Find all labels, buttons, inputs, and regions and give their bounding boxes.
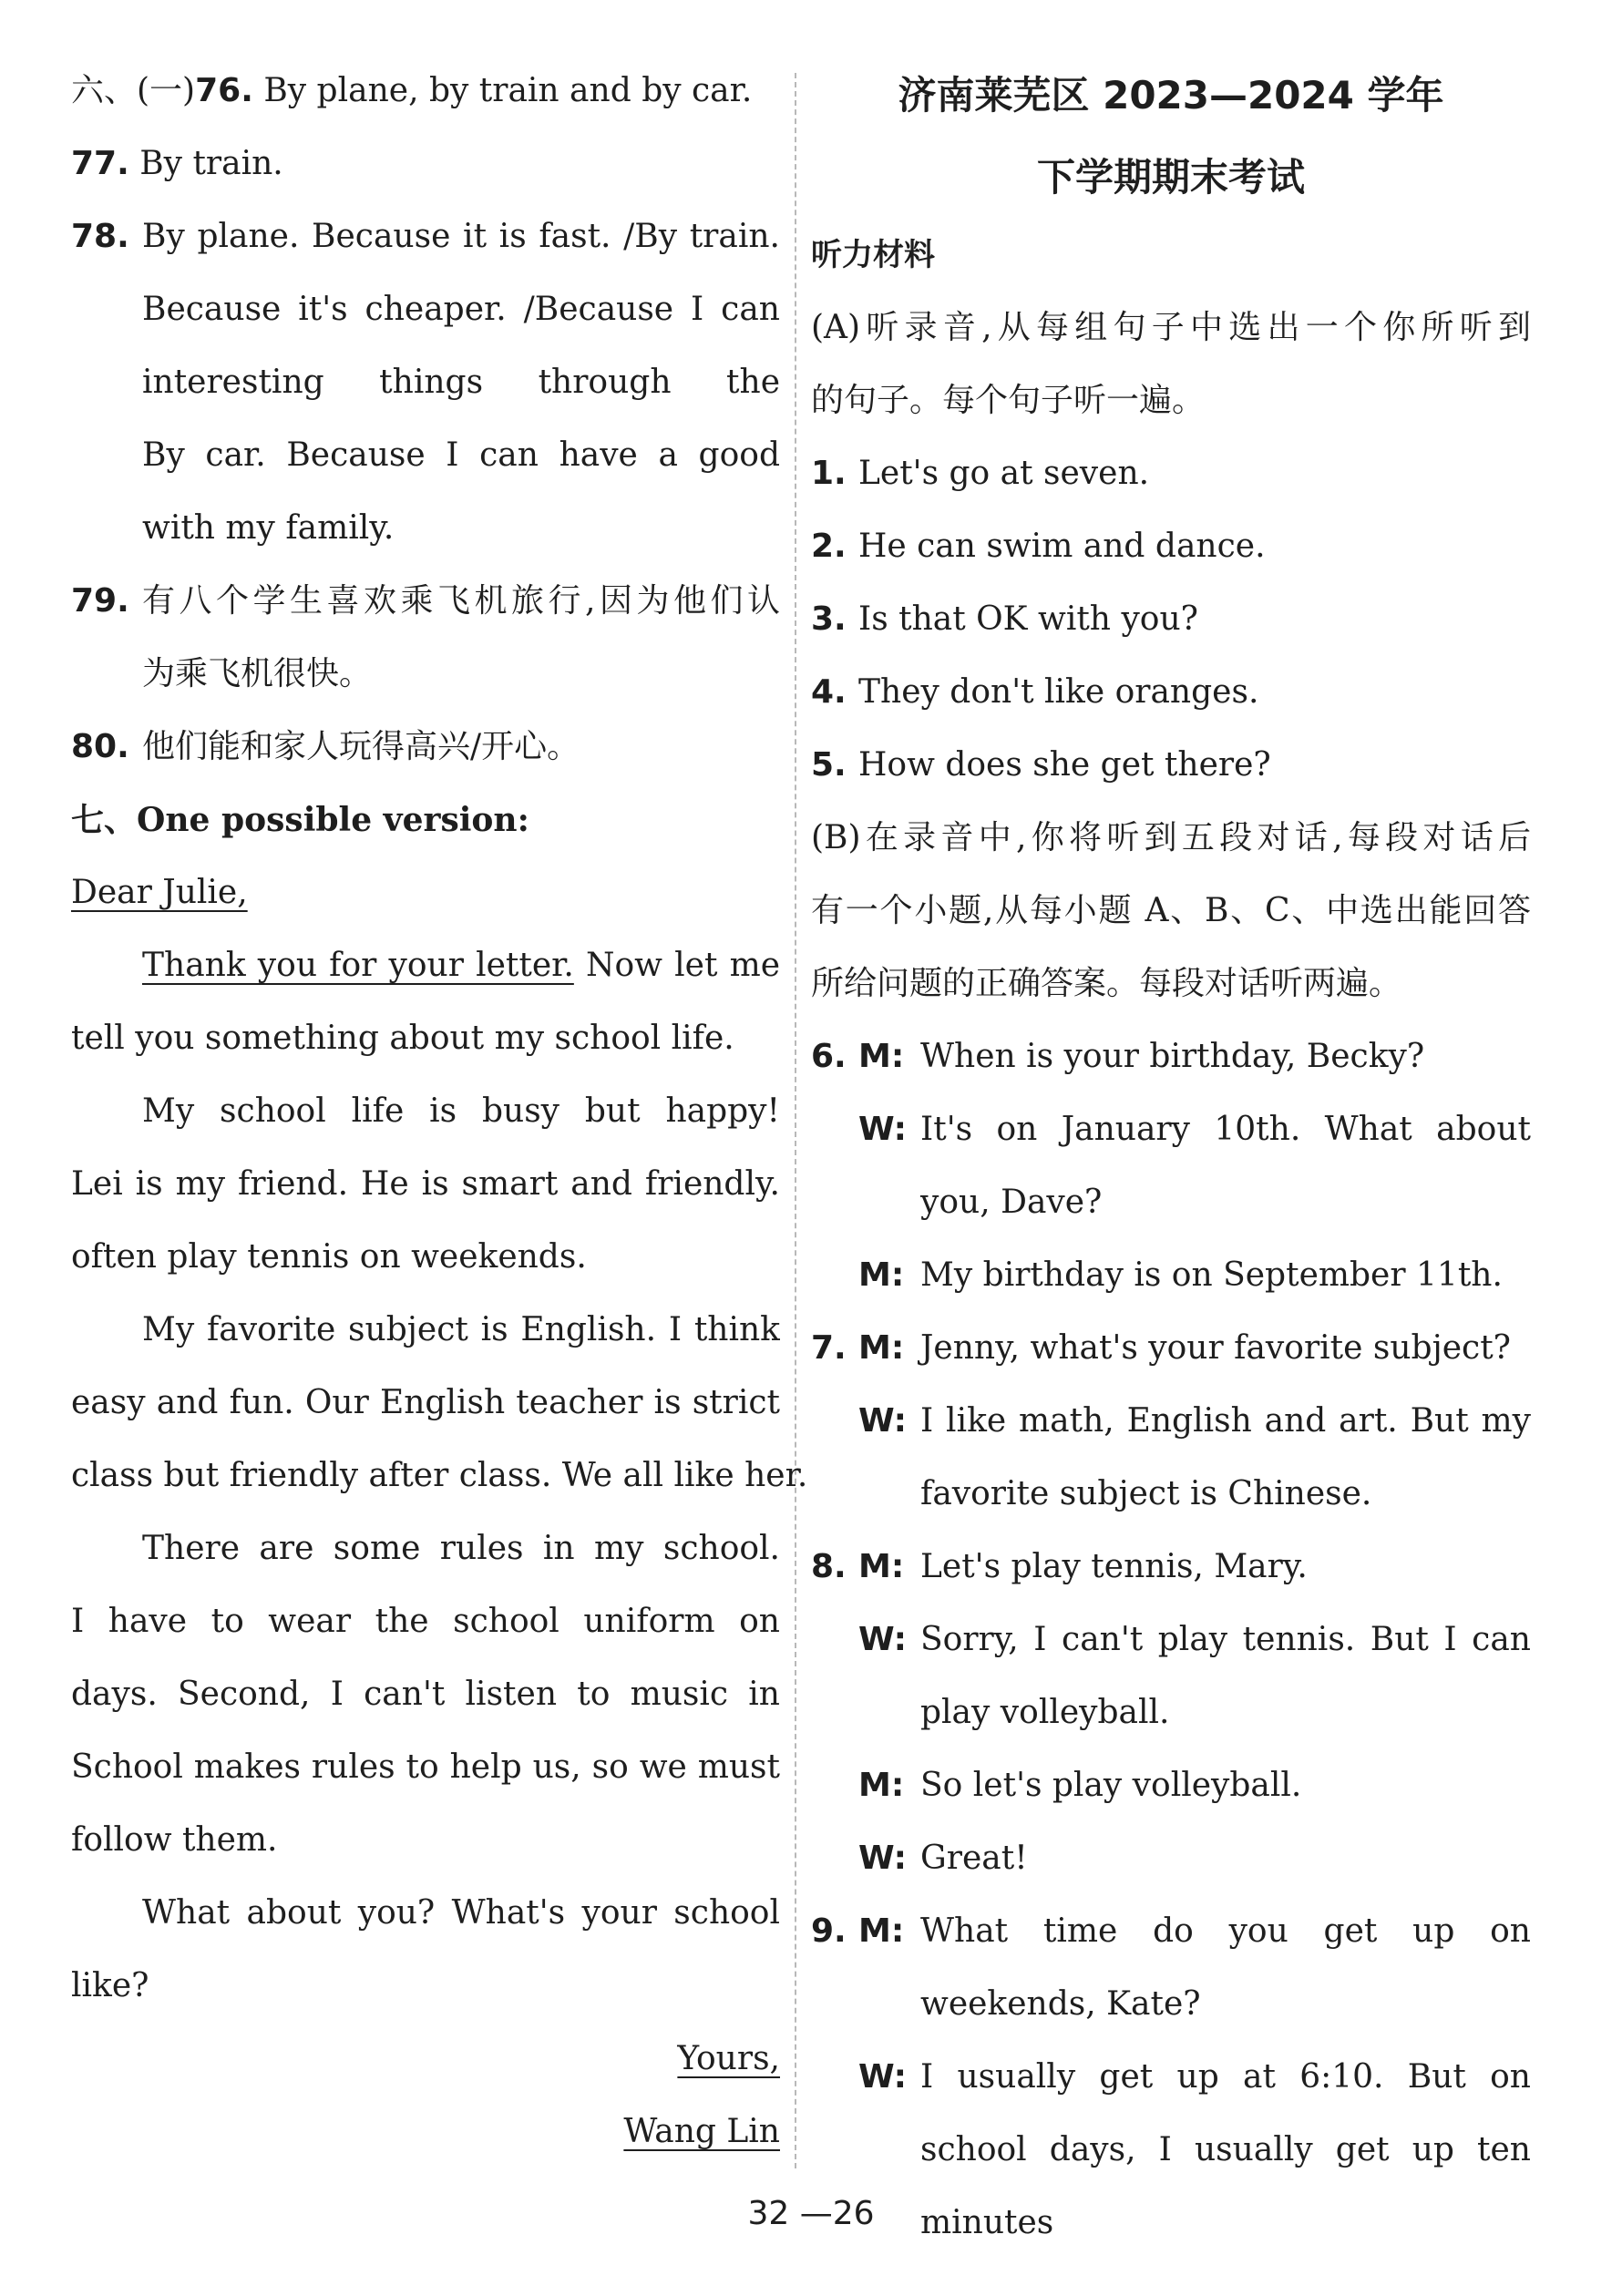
q78: 78. By plane. Because it is fast. /By train. Because it's cheaper. /Because I can interesting things through the By car. Because I can have a good with my family. <box>71 200 780 565</box>
dialog-line: W: Sorry, I can't play tennis. But I can play volleyball. <box>858 1621 1531 1731</box>
q78-line: interesting things through the <box>142 364 780 401</box>
q79-line: 有八个学生喜欢乘飞机旅行,因为他们认 <box>142 582 780 620</box>
part-b-instruction: 有一个小题,从每小题 A、B、C、中选出能回答 <box>811 892 1531 929</box>
letter-line: My favorite subject is English. I think <box>142 1311 780 1348</box>
letter-line: tell you something about my school life. <box>71 1020 734 1057</box>
q79: 79. 有八个学生喜欢乘飞机旅行,因为他们认 为乘飞机很快。 <box>71 565 780 711</box>
letter-closing: Yours, <box>677 2040 780 2077</box>
dialog-line: W: Great! <box>858 1840 1028 1877</box>
q78-line: By car. Because I can have a good <box>142 436 780 474</box>
left-column <box>71 55 808 2168</box>
letter-line: days. Second, I can't listen to music in <box>71 1676 780 1713</box>
letter-line: What about you? What's your school <box>142 1894 780 1932</box>
letter-line: Lei is my friend. He is smart and friendly. <box>71 1165 780 1203</box>
part-a-instruction: (A)听录音,从每组句子中选出一个你所听到 <box>811 309 1531 346</box>
letter-line: I have to wear the school uniform on <box>71 1603 780 1640</box>
page-number: 32 —26 <box>747 2195 875 2232</box>
letter-line: Thank you for your letter. Now let me <box>142 947 780 984</box>
dialog-line: M: So let's play volleyball. <box>858 1767 1302 1804</box>
sentence-item: 5. How does she get there? <box>811 746 1271 784</box>
sentence-item: 3. Is that OK with you? <box>811 600 1198 638</box>
letter-line: follow them. <box>71 1821 278 1859</box>
exam-title: 济南莱芜区 2023—2024 学年 <box>898 73 1444 118</box>
dialog-line: 9. M: What time do you get up on weekends, Kate? <box>811 1912 1531 2023</box>
letter-line: There are some rules in my school. <box>142 1530 780 1567</box>
dialog-line: W: It's on January 10th. What about you, Dave? <box>858 1111 1531 1221</box>
exam-subtitle: 下学期期末考试 <box>1036 155 1305 200</box>
sentence-item: 4. They don't like oranges. <box>811 673 1259 711</box>
q78-line: with my family. <box>142 509 395 547</box>
letter-signature: Wang Lin <box>623 2113 780 2150</box>
dialog-line: 6. M: When is your birthday, Becky? <box>811 1038 1425 1075</box>
letter-line: My school life is busy but happy! <box>142 1092 780 1130</box>
sentence-item: 2. He can swim and dance. <box>811 528 1266 565</box>
sentence-item: 1. Let's go at seven. <box>811 455 1150 492</box>
letter-salutation: Dear Julie, <box>71 874 248 911</box>
dialog-line: 8. M: Let's play tennis, Mary. <box>811 1548 1308 1585</box>
letter-line: like? <box>71 1967 149 2004</box>
right-column <box>811 55 1531 2260</box>
dialog-line: W: I like math, English and art. But my favorite subject is Chinese. <box>858 1402 1531 1512</box>
dialog-line: M: My birthday is on September 11th. <box>858 1256 1503 1294</box>
q78-line: Because it's cheaper. /Because I can <box>142 291 780 328</box>
part-b-instruction: 所给问题的正确答案。每段对话听两遍。 <box>811 965 1402 1002</box>
column-divider <box>795 73 796 2168</box>
letter-line: often play tennis on weekends. <box>71 1238 587 1276</box>
letter-line: class but friendly after class. We all like her. <box>71 1457 808 1494</box>
q80: 80. 他们能和家人玩得高兴/开心。 <box>71 728 580 765</box>
listening-heading: 听力材料 <box>811 237 935 273</box>
section-7-heading: 七、One possible version: <box>71 801 529 839</box>
part-b-instruction: (B)在录音中,你将听到五段对话,每段对话后 <box>811 819 1531 856</box>
letter-line: easy and fun. Our English teacher is strict <box>71 1384 780 1421</box>
dialog-line: 7. M: Jenny, what's your favorite subject? <box>811 1329 1511 1367</box>
q77: 77. By train. <box>71 145 283 182</box>
letter-line: School makes rules to help us, so we must <box>71 1748 780 1786</box>
q79-line: 为乘飞机很快。 <box>142 655 373 692</box>
q76: 六、(一)76. By plane, by train and by car. <box>71 72 753 109</box>
q78-line: By plane. Because it is fast. /By train. <box>142 218 780 255</box>
part-a-instruction: 的句子。每个句子听一遍。 <box>811 382 1206 419</box>
dialog-line: W: I usually get up at 6:10. But on school days, I usually get up ten minutes <box>858 2058 1531 2241</box>
